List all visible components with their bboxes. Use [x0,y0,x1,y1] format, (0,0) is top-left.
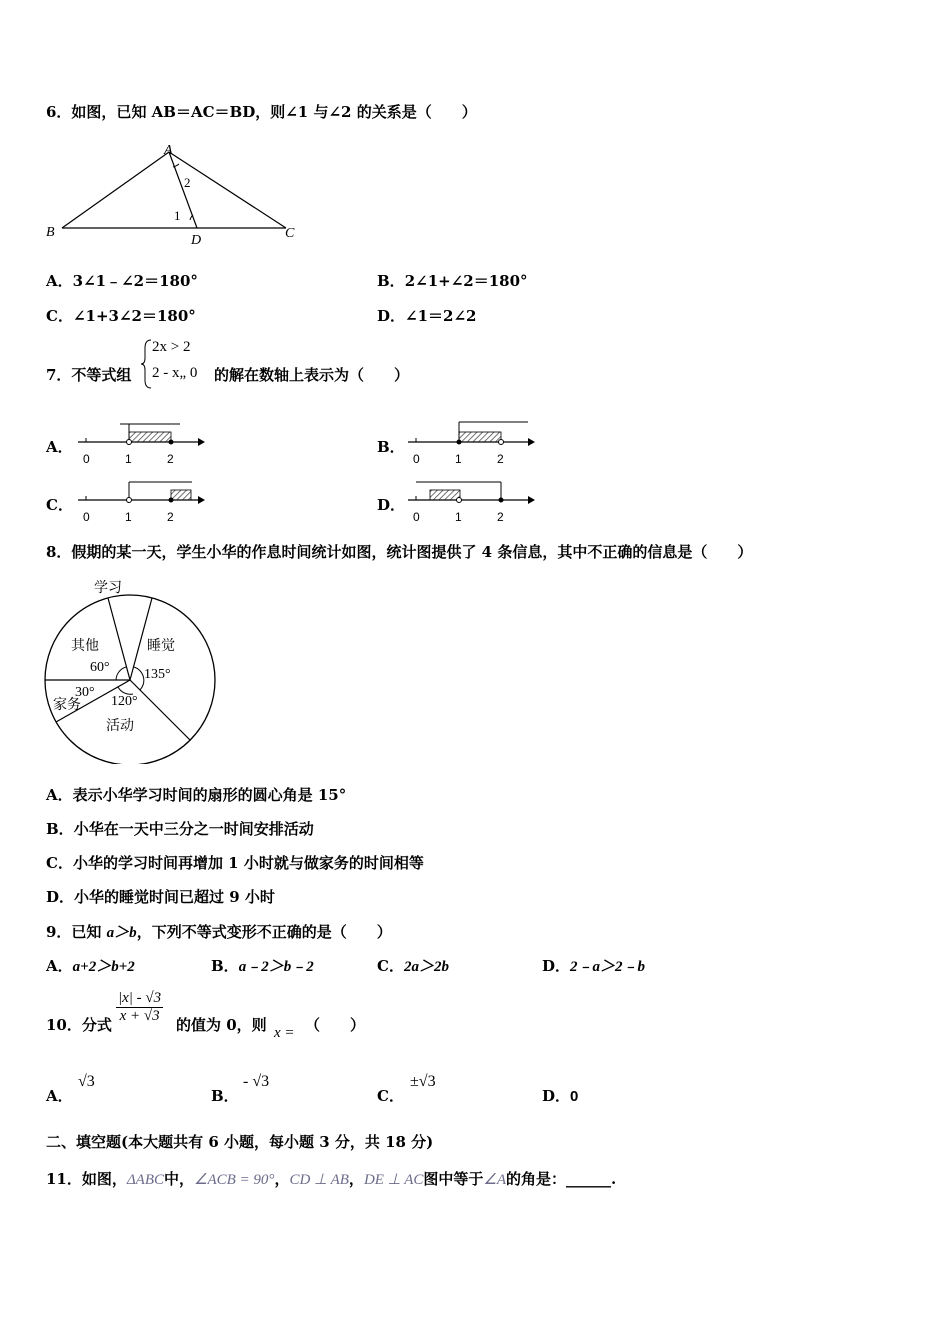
q6-option-c[interactable]: C．∠1+3∠2＝180° [46,307,196,325]
q8-pie-chart [40,574,225,764]
q10-option-d[interactable]: D．0 [542,1087,579,1105]
svg-text:1: 1 [455,452,462,466]
pie-label-other: 其他 [71,639,99,654]
q8-option-d[interactable]: D．小华的睡觉时间已超过 9 小时 [46,888,275,906]
q7-stem-prefix: 7．不等式组 [46,366,132,384]
label-angle2: 2 [184,175,191,190]
pie-label-activity: 活动 [106,719,134,734]
svg-text:1: 1 [455,510,462,524]
q7-option-c-numberline[interactable] [70,476,210,528]
pie-label-120: 120° [111,694,138,709]
q7-option-d-numberline[interactable] [400,476,540,528]
label-d: D [191,233,202,248]
svg-text:2: 2 [497,452,504,466]
q9-option-b[interactable]: B．a﹣2＞b﹣2 [211,957,314,975]
pie-label-60: 60° [90,660,110,675]
svg-text:0: 0 [83,510,90,524]
q6-option-a[interactable]: A．3∠1﹣∠2＝180° [46,272,198,290]
q10-option-b-key[interactable]: B． [211,1087,239,1105]
q9-option-a[interactable]: A．a+2＞b+2 [46,957,135,975]
svg-text:2: 2 [167,510,174,524]
label-angle1: 1 [174,208,181,223]
svg-text:1: 1 [125,510,132,524]
q10-fraction [116,990,163,1025]
q10-variable: x = [274,1025,295,1041]
q8-stem: 8．假期的某一天，学生小华的作息时间统计如图，统计图提供了 4 条信息，其中不正确的信息是（ ） [46,543,753,561]
q10-denominator: x + √3 [119,1008,160,1024]
pie-label-135: 135° [144,667,171,682]
q10-stem-suffix: 的值为 0，则 [176,1016,267,1034]
section-2-title: 二、填空题(本大题共有 6 小题，每小题 3 分，共 18 分) [46,1133,434,1151]
pie-label-housework: 家务 [53,698,81,713]
q7-option-c-key[interactable]: C． [46,496,73,514]
svg-text:2: 2 [167,452,174,466]
q9-option-c[interactable]: C．2a＞2b [377,957,449,975]
q7-option-a-key[interactable]: A． [46,438,73,456]
q10-paren: （ ） [305,1016,366,1034]
svg-text:2: 2 [497,510,504,524]
q6-option-d[interactable]: D．∠1＝2∠2 [377,307,477,325]
q10-option-b-value[interactable]: - √3 [243,1073,270,1090]
q7-option-d-key[interactable]: D． [377,496,406,514]
svg-text:0: 0 [83,452,90,466]
q6-triangle-figure [40,140,305,250]
q7-option-b-key[interactable]: B． [377,438,405,456]
svg-text:1: 1 [125,452,132,466]
pie-label-30: 30° [75,685,95,700]
label-c: C [285,226,295,241]
svg-text:0: 0 [413,452,420,466]
q6-option-b[interactable]: B．2∠1+∠2＝180° [377,272,528,290]
label-a: A [164,143,173,158]
q10-option-a-value[interactable]: √3 [78,1073,95,1090]
q10-option-c-key[interactable]: C． [377,1087,404,1105]
q9-option-d[interactable]: D．2﹣a＞2﹣b [542,957,646,975]
pie-label-study: 学习 [94,581,122,596]
segment-ac [169,152,286,228]
q6-stem: 6．如图，已知 AB＝AC＝BD，则∠1 与∠2 的关系是（ ） [46,103,477,121]
q10-option-a-key[interactable]: A． [46,1087,73,1105]
q10-option-c-value[interactable]: ±√3 [410,1073,436,1090]
q8-option-c[interactable]: C．小华的学习时间再增加 1 小时就与做家务的时间相等 [46,854,424,872]
q7-system-line2: 2 - x„ 0 [152,365,198,381]
q10-stem-prefix: 10．分式 [46,1016,112,1034]
q9-stem: 9．已知 a＞b，下列不等式变形不正确的是（ ） [46,923,392,941]
svg-text:0: 0 [413,510,420,524]
pie-label-sleep: 睡觉 [147,639,175,654]
q7-option-a-numberline[interactable] [70,418,210,470]
segment-ab [62,152,169,228]
q11-stem: 11．如图，ΔABC中，∠ACB = 90°，CD ⊥ AB，DE ⊥ AC图中等于∠A的角是：______. [46,1170,617,1188]
q7-stem-suffix: 的解在数轴上表示为（ ） [214,366,410,384]
q10-numerator: |x| - √3 [118,990,162,1006]
q7-system-line1: 2x > 2 [152,339,191,355]
q8-option-b[interactable]: B．小华在一天中三分之一时间安排活动 [46,820,314,838]
q8-option-a[interactable]: A．表示小华学习时间的扇形的圆心角是 15° [46,786,347,804]
label-b: B [46,225,55,240]
q7-option-b-numberline[interactable] [400,418,540,470]
